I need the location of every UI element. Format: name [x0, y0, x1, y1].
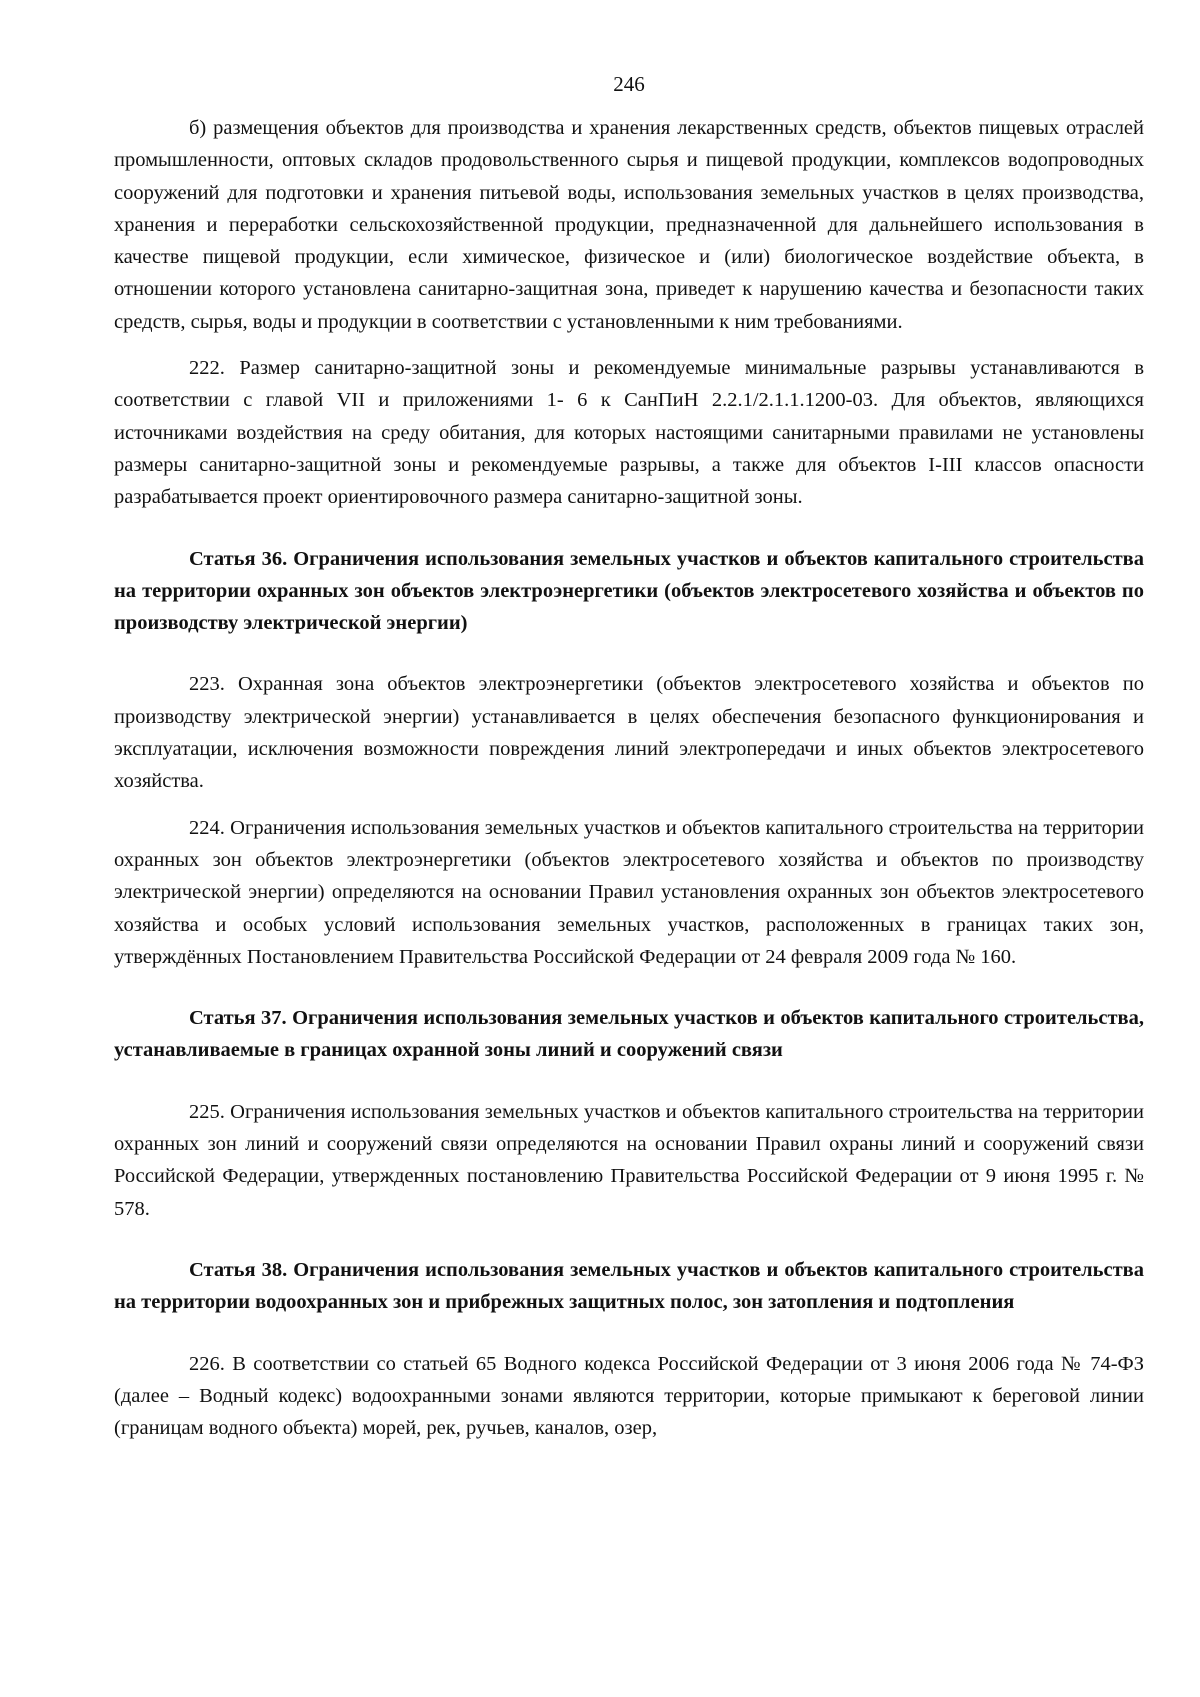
document-page	[114, 0, 1144, 1697]
article-37-heading: Статья 37. Ограничения использования земельных участков и объектов капитального строительства, устанавливаемые в границах охранной зоны линий и сооружений связи	[114, 1007, 1144, 1062]
paragraph-225: 225. Ограничения использования земельных участков и объектов капитального строительства на территории охранных зон линий и сооружений связи определяются на основании Правил охраны линий и сооружений связи Российской Федерации, утвержденных постановлению Правительства Российской Федерации от 9 июня 1995 г. № 578.	[114, 1100, 1144, 1220]
article-36-heading: Статья 36. Ограничения использования земельных участков и объектов капитального строительства на территории охранных зон объектов электроэнергетики (объектов электросетевого хозяйства и объектов по производству электрической энергии)	[114, 547, 1144, 635]
paragraph-b-placement: б) размещения объектов для производства и хранения лекарственных средств, объектов пищевых отраслей промышленности, оптовых складов продовольственного сырья и пищевой продукции, комплексов водопроводных сооружений для подготовки и хранения питьевой воды, использования земельных участков в целях производства, хранения и переработки сельскохозяйственной продукции, предназначенной для дальнейшего использования в качестве пищевой продукции, если химическое, физическое и (или) биологическое воздействие объекта, в отношении которого установлена санитарно-защитная зона, приведет к нарушению качества и безопасности таких средств, сырья, воды и продукции в соответствии с установленными к ним требованиями.	[114, 117, 1144, 333]
document-body	[114, 112, 1144, 1444]
paragraph-226: 226. В соответствии со статьей 65 Водного кодекса Российской Федерации от 3 июня 2006 года № 74-ФЗ (далее – Водный кодекс) водоохранными зонами являются территории, которые примыкают к береговой линии (границам водного объекта) морей, рек, ручьев, каналов, озер,	[114, 1352, 1144, 1440]
article-38-heading: Статья 38. Ограничения использования земельных участков и объектов капитального строительства на территории водоохранных зон и прибрежных защитных полос, зон затопления и подтопления	[114, 1258, 1144, 1314]
paragraph-222: 222. Размер санитарно-защитной зоны и рекомендуемые минимальные разрывы устанавливаются в соответствии с главой VII и приложениями 1- 6 к СанПиН 2.2.1/2.1.1.1200-03. Для объектов, являющихся источниками воздействия на среду обитания, для которых настоящими санитарными правилами не установлены размеры санитарно-защитной зоны и рекомендуемые разрывы, а также для объектов I-III классов опасности разрабатывается проект ориентировочного размера санитарно-защитной зоны.	[114, 357, 1144, 509]
page-number: 246	[613, 72, 645, 96]
paragraph-224: 224. Ограничения использования земельных участков и объектов капитального строительства на территории охранных зон объектов электроэнергетики (объектов электросетевого хозяйства и объектов по производству электрической энергии) определяются на основании Правил установления охранных зон объектов электросетевого хозяйства и особых условий использования земельных участков, расположенных в границах таких зон, утверждённых Постановлением Правительства Российской Федерации от 24 февраля 2009 года № 160.	[114, 816, 1144, 968]
paragraph-223: 223. Охранная зона объектов электроэнергетики (объектов электросетевого хозяйства и объектов по производству электрической энергии) устанавливается в целях обеспечения безопасного функционирования и эксплуатации, исключения возможности повреждения линий электропередачи и иных объектов электросетевого хозяйства.	[114, 673, 1144, 793]
